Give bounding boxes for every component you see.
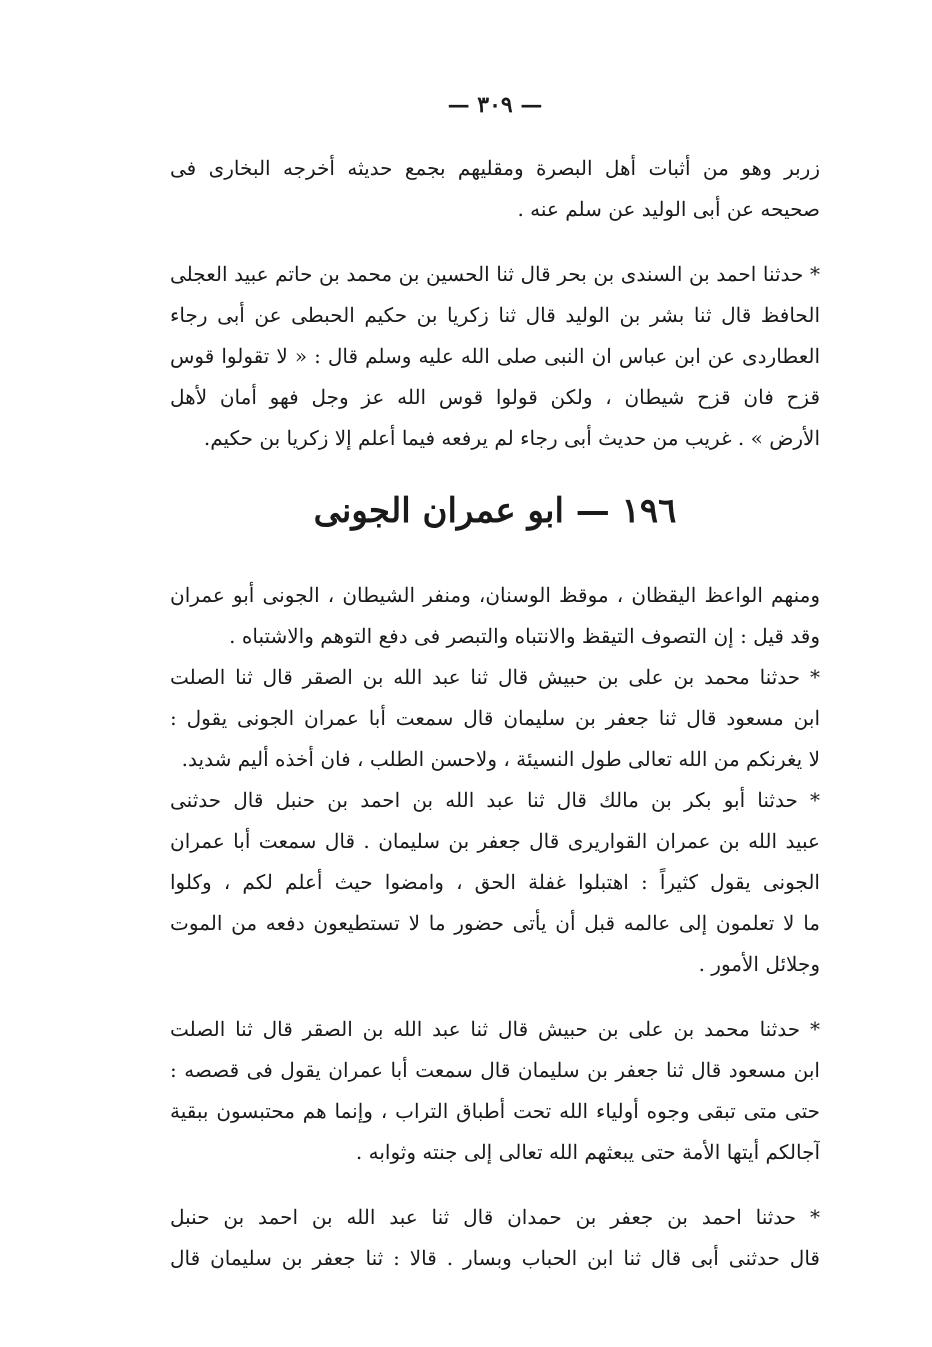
- paragraph-gap: [170, 985, 820, 1009]
- text-line: قال حدثنى أبى قال ثنا ابن الحباب وبسار . قالا : ثنا جعفر بن سليمان قال: [170, 1246, 820, 1270]
- text-line: الحافظ قال ثنا بشر بن الوليد قال ثنا زكريا بن حكيم الحبطى عن أبى رجاء: [170, 303, 820, 327]
- paragraph-intro: [170, 148, 820, 230]
- text-line: وقد قيل : إن التصوف التيقظ والانتباه والتبصر فى دفع التوهم والاشتباه .: [229, 624, 820, 648]
- text-line: ابن مسعود قال ثنا جعفر بن سليمان قال سمعت أبا عمران الجونى يقول :: [170, 706, 820, 730]
- paragraph-hadith-2: [170, 657, 820, 780]
- paragraph-hadith-3: [170, 780, 820, 985]
- text-line: ومنهم الواعظ اليقظان ، موقظ الوسنان، ومنفر الشيطان ، الجونى أبو عمران: [170, 583, 820, 607]
- text-line: آجالكم أيتها الأمة حتى يبعثهم الله تعالى إلى جنته وثوابه .: [355, 1140, 820, 1164]
- text-line: * حدثنا احمد بن السندى بن بحر قال ثنا الحسين بن محمد بن حاتم عبيد العجلى: [170, 262, 820, 286]
- text-line: الجونى يقول كثيراً : اهتبلوا غفلة الحق ، وامضوا حيث أعلم لكم ، وكلوا: [170, 870, 820, 894]
- text-line: صحيحه عن أبى الوليد عن سلم عنه .: [517, 197, 820, 221]
- paragraph-bio: [170, 575, 820, 657]
- text-line: قزح فان قزح شيطان ، ولكن قولوا قوس الله عز وجل فهو أمان لأهل: [170, 385, 820, 409]
- page-number: — ٣٠٩ —: [447, 92, 543, 118]
- text-line: الأرض » . غريب من حديث أبى رجاء لم يرفعه فيما أعلم إلا زكريا بن حكيم.: [203, 426, 820, 450]
- paragraph-hadith-1: [170, 254, 820, 459]
- paragraph-gap: [170, 1173, 820, 1197]
- text-line: * حدثنا محمد بن على بن حبيش قال ثنا عبد الله بن الصقر قال ثنا الصلت: [170, 665, 820, 689]
- text-line: العطاردى عن ابن عباس ان النبى صلى الله عليه وسلم قال : « لا تقولوا قوس: [170, 344, 820, 368]
- text-line: حتى متى تبقى وجوه أولياء الله تحت أطباق التراب ، وإنما هم محتبسون ببقية: [170, 1099, 820, 1123]
- paragraph-hadith-4: [170, 1009, 820, 1173]
- book-page: [170, 88, 820, 1279]
- text-line: * حدثنا احمد بن جعفر بن حمدان قال ثنا عبد الله بن احمد بن حنبل: [170, 1205, 820, 1229]
- paragraph-gap: [170, 230, 820, 254]
- text-line: * حدثنا أبو بكر بن مالك قال ثنا عبد الله بن احمد بن حنبل قال حدثنى: [170, 788, 820, 812]
- text-line: ما لا تعلمون إلى عالمه قبل أن يأتى حضور ما لا تستطيعون دفعه من الموت: [170, 911, 820, 935]
- text-line: * حدثنا محمد بن على بن حبيش قال ثنا عبد الله بن الصقر قال ثنا الصلت: [170, 1017, 820, 1041]
- text-line: ابن مسعود قال ثنا جعفر بن سليمان قال سمعت أبا عمران يقول فى قصصه :: [170, 1058, 820, 1082]
- text-line: لا يغرنكم من الله تعالى طول النسيئة ، ولاحسن الطلب ، فان أخذه أليم شديد.: [181, 747, 820, 771]
- paragraph-hadith-5: [170, 1197, 820, 1279]
- text-line: وجلائل الأمور .: [698, 952, 820, 976]
- section-heading: ١٩٦ — ابو عمران الجونى: [313, 491, 677, 531]
- text-line: زربر وهو من أثبات أهل البصرة ومقليهم بجمع حديثه أخرجه البخارى فى: [170, 156, 820, 180]
- text-line: عبيد الله بن عمران القواريرى قال جعفر بن سليمان . قال سمعت أبا عمران: [170, 829, 820, 853]
